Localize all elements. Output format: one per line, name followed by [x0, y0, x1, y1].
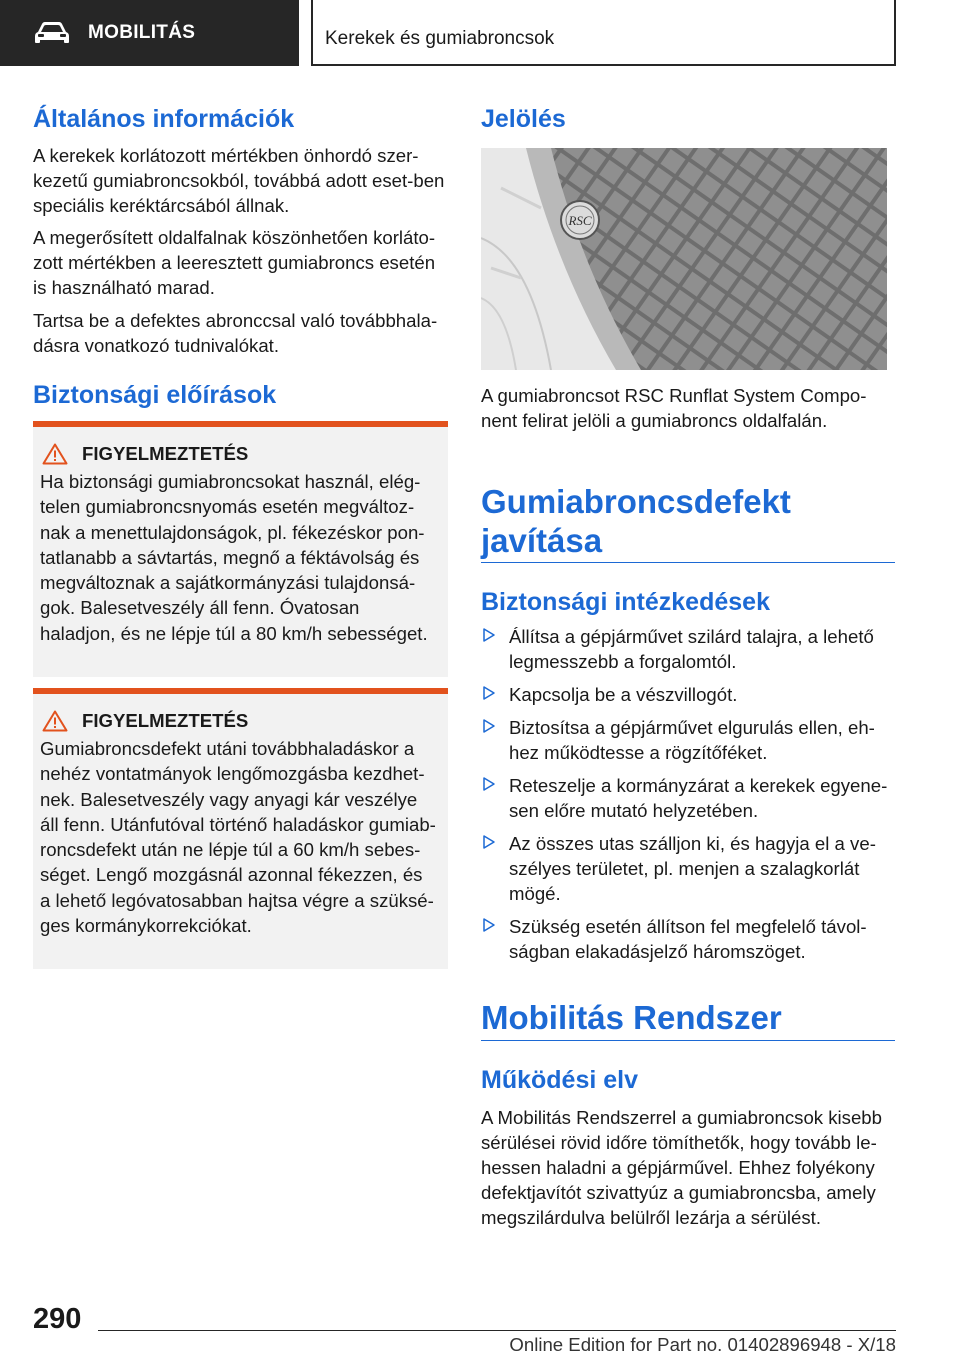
general-info-paragraph-2: A megerősített oldalfalnak köszönhetően korláto-zott mértékben a leeresztett gumiabroncs esetén is használható marad. — [33, 227, 436, 298]
list-item — [481, 624, 895, 674]
section-header — [0, 0, 299, 66]
warning-heading-label: FIGYELMEZTETÉS — [82, 710, 249, 731]
car-icon — [34, 21, 70, 45]
general-info-paragraph-1: A kerekek korlátozott mértékben önhordó szer-kezetű gumiabroncsokból, továbbá adott eset-ben speciális keréktárcsából állnak. — [33, 145, 445, 216]
footer-edition: Online Edition for Part no. 01402896948 - X/18 — [509, 1334, 896, 1355]
chapter-title: Kerekek és gumiabroncsok — [311, 0, 896, 66]
warning-heading — [40, 443, 436, 465]
page-number: 290 — [33, 1303, 82, 1335]
step-text: Az összes utas szálljon ki, és hagyja el a ve-szélyes területet, pl. menjen a szalagkorlát mögé. — [509, 833, 876, 904]
safety-measures-heading: Biztonsági intézkedések — [481, 588, 770, 616]
safety-steps-list — [481, 624, 895, 972]
step-text: Állítsa a gépjárművet szilárd talajra, a lehető legmesszebb a forgalomtól. — [509, 626, 874, 672]
tire-sidewall-image — [481, 148, 887, 370]
marking-heading: Jelölés — [481, 105, 566, 133]
general-info-heading: Általános információk — [33, 105, 295, 133]
step-text: Biztosítsa a gépjárművet elgurulás ellen, eh-hez működtesse a rögzítőféket. — [509, 717, 875, 763]
warning-text: Ha biztonsági gumiabroncsokat használ, elég-telen gumiabroncsnyomás esetén megváltoz-nak a menettulajdonságok, pl. fékezéskor pon-tatlanabb a sávtartás, megnő a féktávolság és megváltoznak a sajátkormányzási tulajdonsá-gok. Balesetveszély áll fenn. Óvatosan haladjon, és ne lépje túl a 80 km/h sebességet. — [40, 471, 428, 644]
list-item — [481, 831, 895, 906]
section-title: MOBILITÁS — [88, 22, 196, 43]
operating-principle-text: A Mobilitás Rendszerrel a gumiabroncsok kisebb sérülései rövid időre tömíthetők, hogy tovább le-hessen haladni a gépjárművel. Ehhez folyékony defektjavítót szivattyúz a gumiabroncsba, amely megszilárdulva belülről lezárja a sérülést. — [481, 1107, 882, 1228]
operating-principle-heading: Működési elv — [481, 1066, 638, 1094]
triangle-bullet-icon — [481, 776, 497, 792]
rsc-logo — [561, 201, 599, 239]
step-text: Kapcsolja be a vészvillogót. — [509, 684, 738, 705]
mobility-system-heading: Mobilitás Rendszer — [481, 999, 782, 1036]
step-text: Szükség esetén állítson fel megfelelő távol-ságban elakadásjelző háromszöget. — [509, 916, 867, 962]
list-item — [481, 715, 895, 765]
list-item — [481, 682, 895, 707]
list-item — [481, 914, 895, 964]
safety-rules-heading: Biztonsági előírások — [33, 381, 277, 409]
heading-rule — [481, 1040, 895, 1041]
warning-heading — [40, 710, 436, 732]
general-info-paragraph-3: Tartsa be a defektes abronccsal való továbbhala-dásra vonatkozó tudnivalókat. — [33, 310, 438, 356]
footer-rule — [98, 1330, 896, 1331]
step-text: Reteszelje a kormányzárat a kerekek egyene-sen előre mutató helyzetében. — [509, 775, 888, 821]
warning-triangle-icon — [42, 710, 68, 732]
triangle-bullet-icon — [481, 718, 497, 734]
marking-caption: A gumiabroncsot RSC Runflat System Compo-nent felirat jelöli a gumiabroncs oldalfalán. — [481, 385, 867, 431]
triangle-bullet-icon — [481, 917, 497, 933]
warning-box-1 — [33, 421, 448, 677]
list-item — [481, 773, 895, 823]
warning-heading-label: FIGYELMEZTETÉS — [82, 443, 249, 464]
heading-rule — [481, 562, 895, 563]
flat-tire-repair-heading: Gumiabroncsdefekt javítása — [481, 483, 791, 559]
warning-triangle-icon — [42, 443, 68, 465]
warning-text: Gumiabroncsdefekt utáni továbbhaladáskor a nehéz vontatmányok lengőmozgásba kezdhet-nek. Balesetveszély vagy anyagi kár veszélye áll fenn. Utánfutóval történő haladáskor gumiab-roncsdefekt után ne lépje túl a 60 km/h sebes-séget. Lengő mozgásnál azonnal fékezzen, és a lehető legóvatosabban hajtsa végre a szüksé-ges kormánykorrekciókat. — [40, 738, 436, 937]
rsc-logo-text: RSC — [568, 213, 592, 228]
triangle-bullet-icon — [481, 685, 497, 701]
warning-box-2 — [33, 688, 448, 969]
triangle-bullet-icon — [481, 834, 497, 850]
triangle-bullet-icon — [481, 627, 497, 643]
